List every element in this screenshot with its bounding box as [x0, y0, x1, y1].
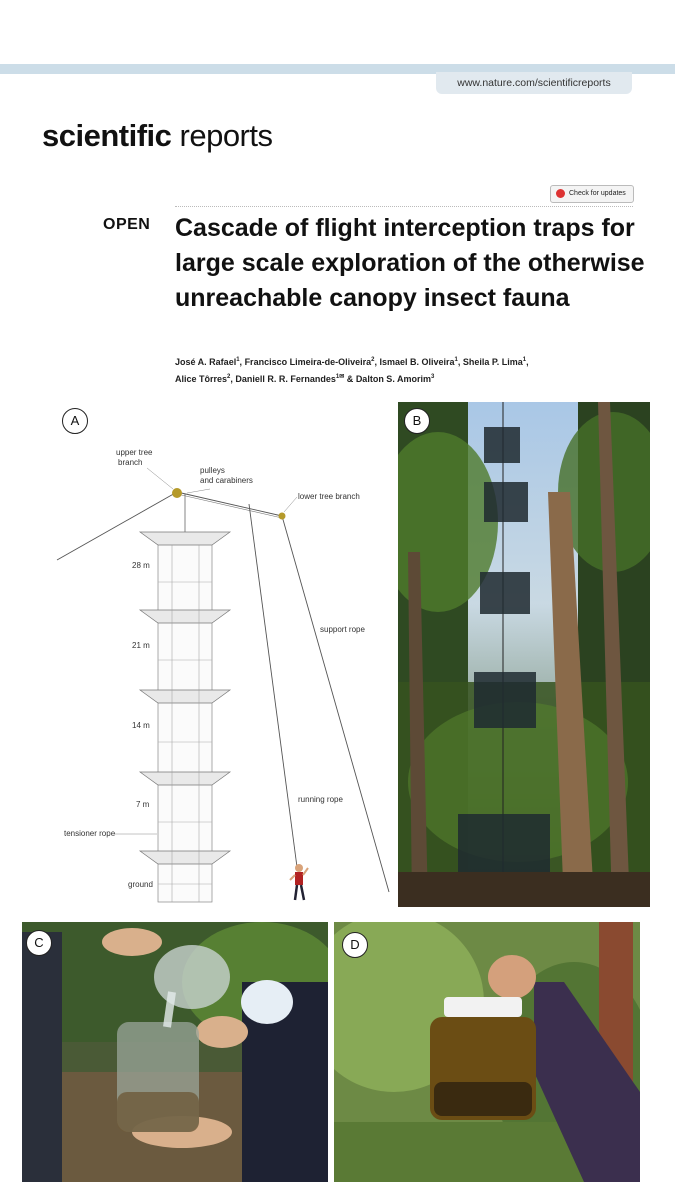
open-access-label: OPEN — [103, 216, 151, 233]
journal-url[interactable]: www.nature.com/scientificreports — [436, 72, 632, 94]
author-affiliation: 1✉ — [335, 374, 345, 380]
label-14m: 14 m — [132, 721, 150, 730]
author-affiliation: 1 — [522, 357, 527, 363]
author-name[interactable]: Alice Tôrres — [175, 374, 228, 384]
author-name[interactable]: Ismael B. Oliveira — [379, 357, 455, 367]
label-pulleys: pulleys — [200, 466, 225, 475]
author-affiliation: 2 — [371, 357, 375, 363]
trap-diagram — [52, 402, 392, 907]
label-21m: 21 m — [132, 641, 150, 650]
panel-label-b: B — [404, 408, 430, 434]
figure-panel-b — [398, 402, 650, 907]
label-upper-branch-2: branch — [118, 458, 143, 467]
pulley-icon — [279, 513, 286, 520]
label-running-rope: running rope — [298, 795, 343, 804]
author-name[interactable]: Dalton S. Amorim — [355, 374, 431, 384]
figure-panel-c — [22, 922, 328, 1182]
author-name[interactable]: Francisco Limeira-de-Oliveira — [244, 357, 372, 367]
forest-photo — [398, 402, 650, 907]
pulley-icon — [172, 488, 182, 498]
author-affiliation: 3 — [431, 374, 435, 380]
jar-photo — [334, 922, 640, 1182]
panel-label-d: D — [342, 932, 368, 958]
logo-bold: scientific — [42, 118, 172, 153]
check-updates-button[interactable] — [550, 185, 634, 203]
author-name[interactable]: Daniell R. R. Fernandes — [235, 374, 336, 384]
label-7m: 7 m — [136, 800, 150, 809]
divider — [175, 206, 633, 207]
label-tensioner-rope: tensioner rope — [64, 829, 116, 838]
check-updates-label: Check for updates — [569, 190, 626, 197]
panel-label-c: C — [26, 930, 52, 956]
label-ground: ground — [128, 880, 153, 889]
figure-panel-a — [52, 402, 392, 907]
person-icon — [290, 864, 308, 900]
panel-label-a: A — [62, 408, 88, 434]
author-list: José A. Rafael$^1$, Francisco Limeira-de-Oliveira$^2$, Ismael B. Oliveira$^1$, Sheila P. Lima$^1$, Alice Tôrres$^2$, Daniell R. R. Fernandes$^{1✉}$ & Dalton S. Amorim$^3$ — [175, 357, 529, 384]
article-title: Cascade of flight interception traps for large scale exploration of the otherwise unreachable canopy insect fauna — [175, 214, 645, 312]
label-upper-branch: upper tree — [116, 448, 153, 457]
figure-panel-d — [334, 922, 640, 1182]
crossmark-icon — [556, 189, 565, 198]
author-name[interactable]: José A. Rafael — [175, 357, 237, 367]
label-carabiners: and carabiners — [200, 476, 253, 485]
author-name[interactable]: Sheila P. Lima — [462, 357, 523, 367]
logo-regular: reports — [179, 118, 273, 153]
author-affiliation: 1 — [236, 357, 240, 363]
author-affiliation: 2 — [227, 374, 231, 380]
journal-logo[interactable] — [42, 118, 273, 154]
author-affiliation: 1 — [454, 357, 458, 363]
label-lower-branch: lower tree branch — [298, 492, 360, 501]
label-28m: 28 m — [132, 561, 150, 570]
pouring-photo — [22, 922, 328, 1182]
label-support-rope: support rope — [320, 625, 365, 634]
